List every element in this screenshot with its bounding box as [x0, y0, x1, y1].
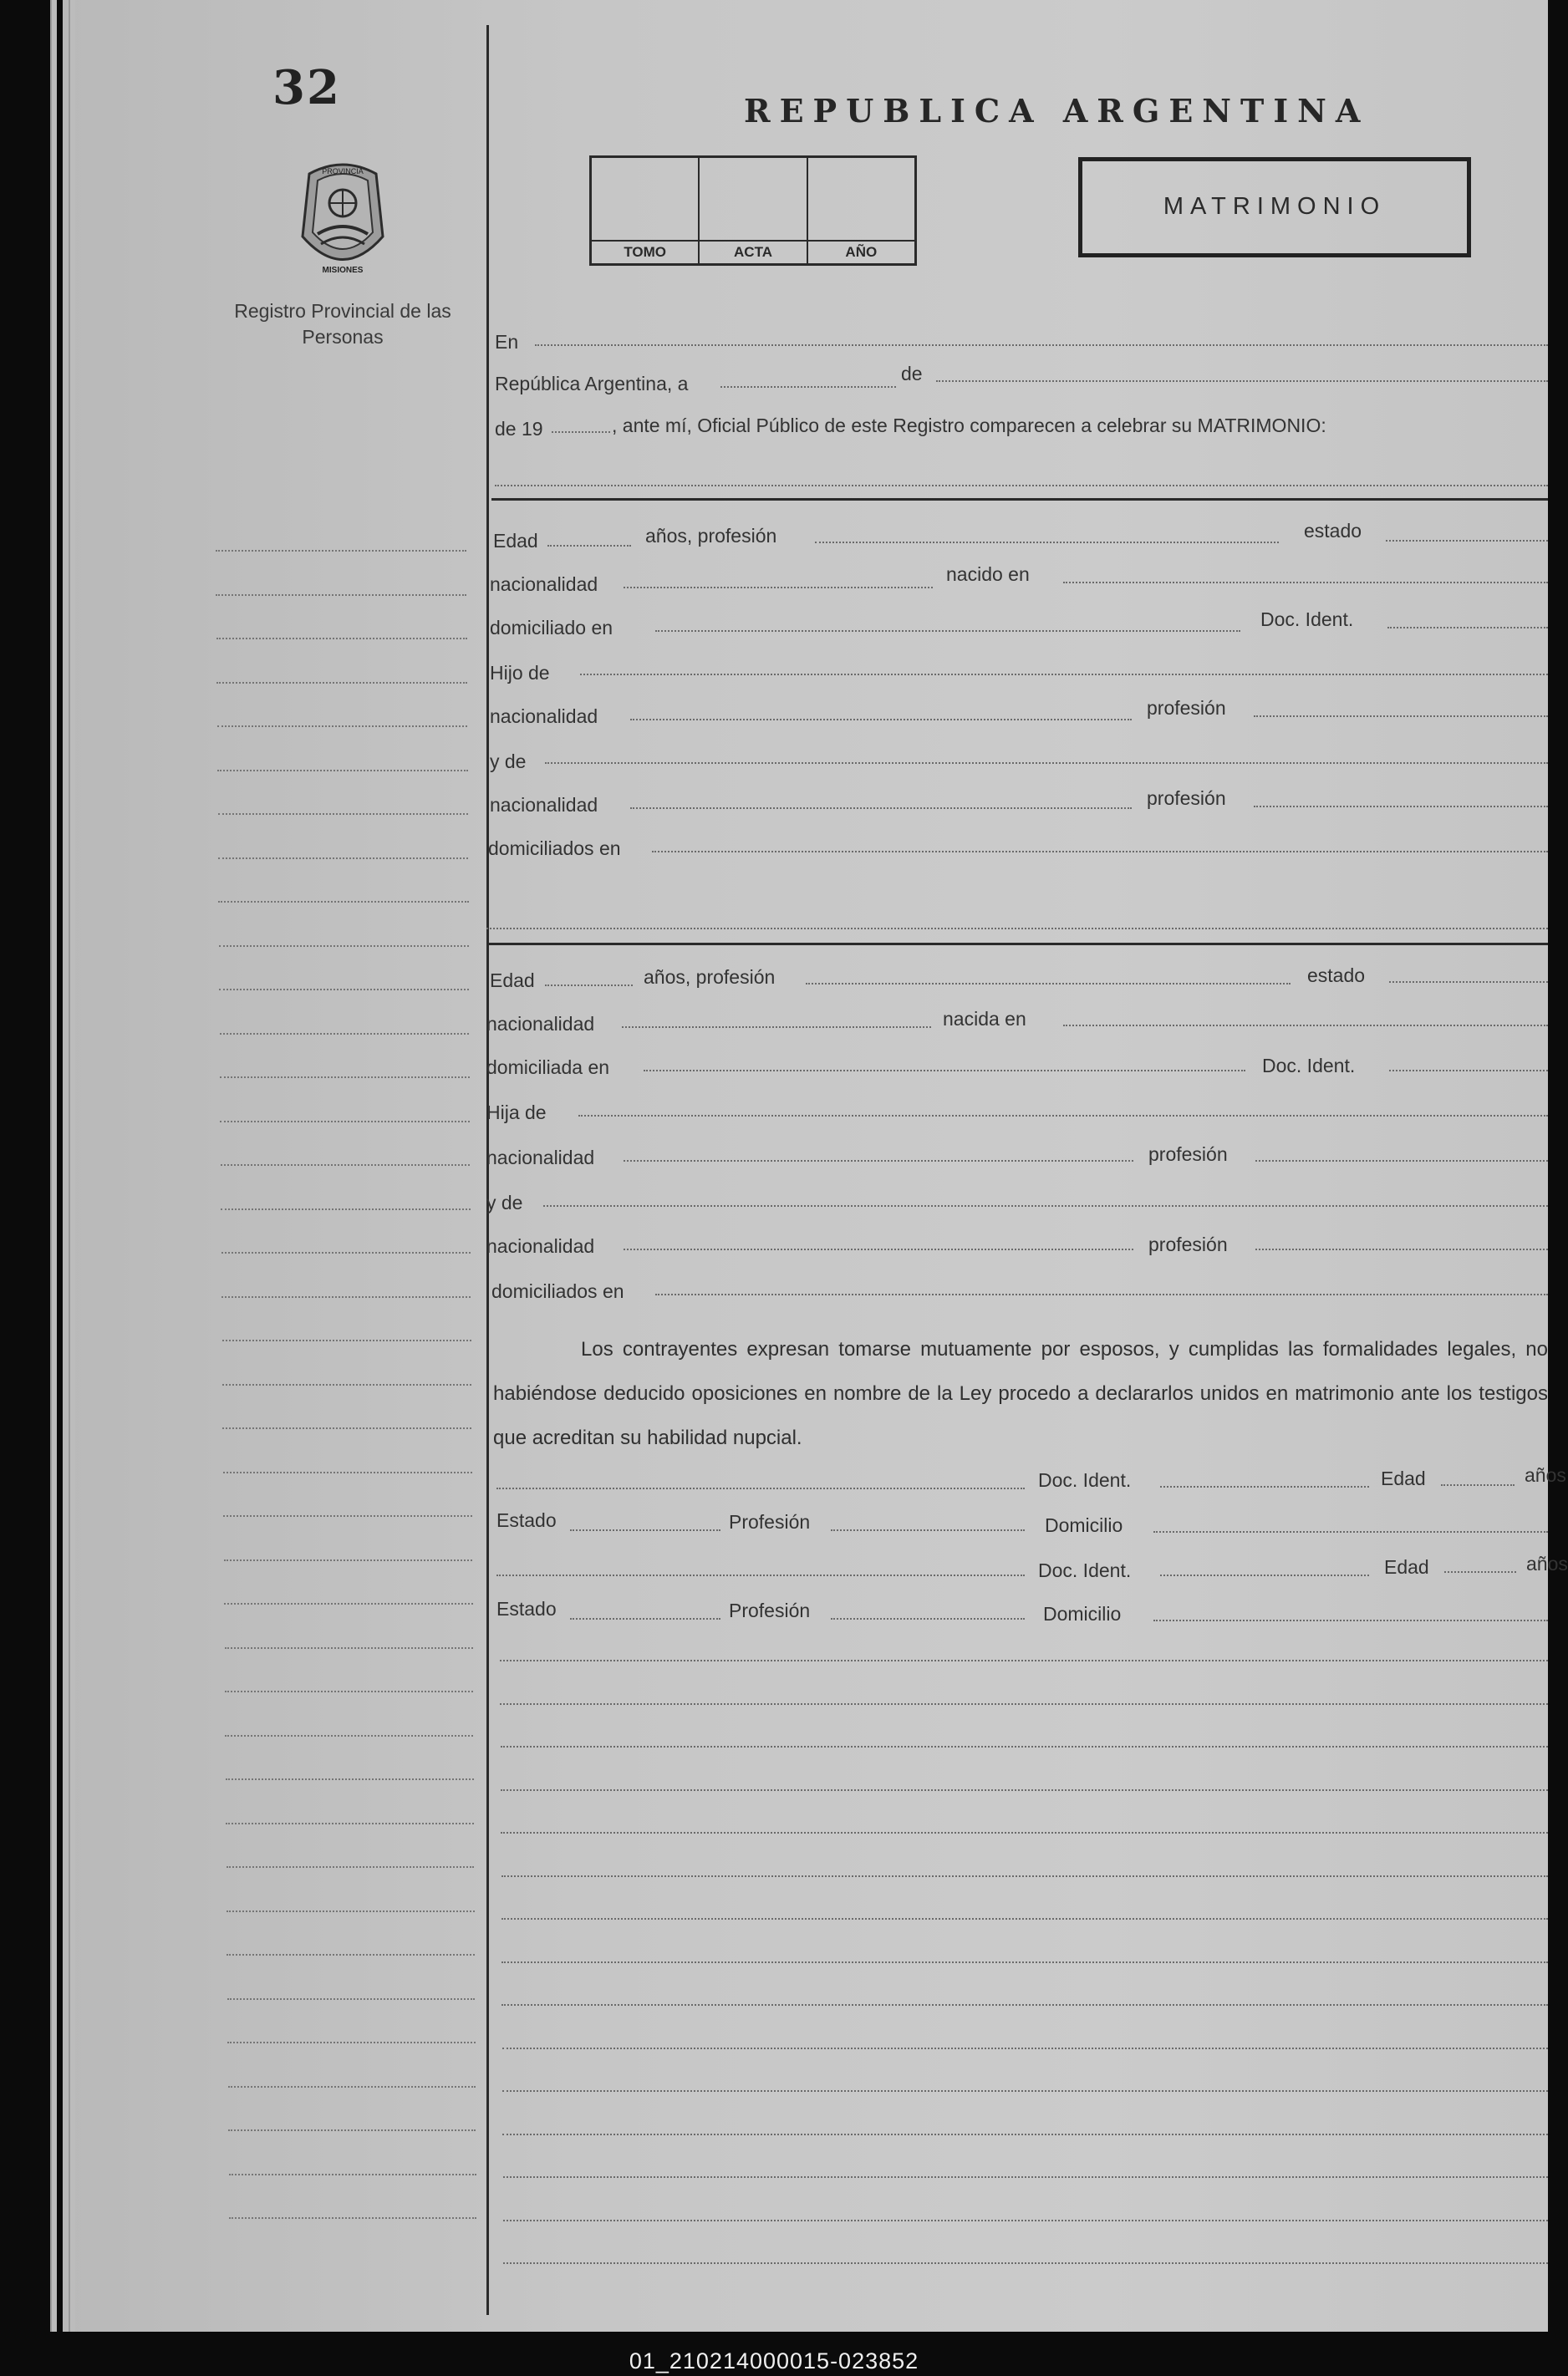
margin-note-line[interactable] [225, 1691, 473, 1692]
groom-mother-prof-field[interactable] [1254, 806, 1548, 807]
groom-doc-field[interactable] [1387, 627, 1548, 628]
witness2-doc-label: Doc. Ident. [1038, 1559, 1132, 1581]
margin-note-line[interactable] [220, 1076, 470, 1078]
margin-note-line[interactable] [227, 1910, 475, 1912]
margin-note-line[interactable] [227, 1954, 475, 1956]
page-number: 32 [272, 60, 341, 115]
witness2-edad-field[interactable] [1444, 1571, 1516, 1573]
groom-father-field[interactable] [580, 674, 1548, 675]
margin-note-line[interactable] [218, 901, 468, 903]
crest-text-top: PROVINCIA [322, 167, 364, 176]
margin-note-line[interactable] [216, 682, 467, 684]
margin-note-line[interactable] [225, 1735, 473, 1737]
margin-note-line[interactable] [224, 1559, 473, 1561]
margin-note-line[interactable] [222, 1340, 471, 1341]
margin-note-line[interactable] [227, 1998, 476, 2000]
groom-nacido-label: nacido en [946, 563, 1030, 585]
bride-nacida-field[interactable] [1063, 1025, 1548, 1026]
bride-nacida-label: nacida en [943, 1008, 1026, 1030]
image-id-caption: 01_210214000015-023852 [629, 2348, 919, 2373]
bride-mother-prof-label: profesión [1148, 1234, 1228, 1255]
groom-edad-label: Edad [493, 530, 538, 552]
witness2-domicilio-field[interactable] [1153, 1620, 1548, 1621]
intro-de-label: de [901, 363, 923, 384]
margin-note-line[interactable] [218, 857, 468, 859]
witness1-name-field[interactable] [496, 1488, 1025, 1489]
bride-hija-label: Hija de [486, 1102, 547, 1123]
margin-note-line[interactable] [221, 1252, 471, 1254]
margin-note-line[interactable] [227, 2042, 475, 2043]
groom-edad-field[interactable] [547, 545, 631, 547]
bride-parents-dom-field[interactable] [655, 1294, 1548, 1295]
tomo-cell[interactable] [592, 158, 700, 263]
bride-profesion-field[interactable] [806, 983, 1291, 984]
groom-mother-field[interactable] [545, 762, 1548, 764]
remarks-line[interactable] [502, 2090, 1548, 2092]
margin-note-line[interactable] [220, 1121, 470, 1122]
groom-yde-label: y de [490, 750, 527, 772]
intro-republica-label: República Argentina, a [495, 373, 689, 394]
declaration-text: Los contrayentes expresan tomarse mutuamente por esposos, y cumplidas las formalidades legales, no habiéndose deducido oposiciones en nombre de la Ley procedo a declararlos unidos en matrimonio ante los testigos que acreditan su habilidad nupcial. [493, 1338, 1548, 1449]
groom-father-nac-label: nacionalidad [490, 705, 598, 727]
groom-mother-prof-label: profesión [1147, 787, 1226, 809]
bride-nacionalidad-field[interactable] [622, 1026, 931, 1028]
bride-edad-field[interactable] [545, 984, 633, 986]
groom-domicilio-field[interactable] [655, 630, 1240, 632]
registry-label: Registro Provincial de las Personas [234, 300, 451, 348]
remarks-line[interactable] [502, 2048, 1548, 2049]
intro-de19-label: de 19 [495, 418, 543, 440]
margin-note-line[interactable] [223, 1515, 472, 1517]
bride-domicilio-label: domiciliada en [486, 1056, 610, 1078]
remarks-line[interactable] [501, 1918, 1548, 1920]
remarks-line[interactable] [502, 2134, 1548, 2135]
groom-father-nac-field[interactable] [630, 719, 1132, 720]
witness2-estado-label: Estado [496, 1598, 557, 1620]
witness1-edad-field[interactable] [1441, 1484, 1515, 1486]
witness1-estado-field[interactable] [570, 1529, 720, 1531]
record-reference-box [589, 155, 917, 266]
witness2-profesion-field[interactable] [831, 1618, 1025, 1620]
margin-note-line[interactable] [216, 550, 466, 552]
remarks-line[interactable] [501, 1746, 1548, 1748]
bride-father-field[interactable] [578, 1115, 1548, 1117]
groom-profesion-field[interactable] [815, 542, 1279, 543]
groom-nacionalidad-field[interactable] [624, 587, 933, 588]
bride-mother-prof-field[interactable] [1255, 1249, 1548, 1250]
margin-note-line[interactable] [227, 1866, 475, 1868]
witness1-profesion-label: Profesión [729, 1511, 811, 1533]
groom-parents-dom-field[interactable] [652, 851, 1548, 852]
margin-note-line[interactable] [222, 1427, 471, 1429]
bride-edad-label: Edad [490, 969, 535, 991]
groom-estado-field[interactable] [1386, 540, 1548, 542]
witness1-estado-label: Estado [496, 1509, 557, 1531]
acta-label: ACTA [700, 240, 806, 263]
margin-rule [486, 25, 489, 2315]
margin-note-line[interactable] [226, 1823, 474, 1824]
margin-note-line[interactable] [219, 989, 469, 990]
remarks-line[interactable] [500, 1703, 1548, 1705]
remarks-line[interactable] [501, 1961, 1548, 1963]
groom-father-prof-field[interactable] [1254, 715, 1548, 717]
bride-father-prof-field[interactable] [1255, 1160, 1548, 1162]
witness1-anos-label: años [1525, 1464, 1566, 1486]
document-type: MATRIMONIO [1163, 193, 1387, 220]
groom-mother-nac-field[interactable] [630, 807, 1132, 809]
margin-note-line[interactable] [217, 725, 468, 727]
witness1-doc-field[interactable] [1160, 1486, 1369, 1488]
bride-estado-label: estado [1307, 964, 1366, 986]
margin-note-line[interactable] [229, 2217, 476, 2219]
country-title: REPUBLICA ARGENTINA [744, 92, 1370, 130]
margin-note-line[interactable] [229, 2174, 476, 2175]
margin-note-line[interactable] [217, 770, 467, 771]
witness2-profesion-label: Profesión [729, 1600, 811, 1621]
tomo-label: TOMO [592, 240, 698, 263]
groom-nacido-field[interactable] [1063, 582, 1548, 583]
intro-ante-text: , ante mí, Oficial Público de este Registro comparecen a celebrar su MATRIMONIO: [612, 415, 1326, 436]
groom-mother-nac-label: nacionalidad [490, 794, 598, 816]
bride-parents-dom-label: domiciliados en [491, 1280, 624, 1302]
intro-en-label: En [495, 331, 519, 353]
ano-label: AÑO [808, 240, 914, 263]
margin-note-line[interactable] [222, 1384, 471, 1386]
bride-father-prof-label: profesión [1148, 1143, 1228, 1165]
witness1-domicilio-label: Domicilio [1045, 1514, 1123, 1536]
margin-note-line[interactable] [220, 1033, 470, 1035]
provincial-crest-icon [293, 157, 393, 282]
bride-father-nac-label: nacionalidad [486, 1147, 595, 1168]
margin-note-line[interactable] [226, 1778, 474, 1780]
bride-doc-label: Doc. Ident. [1262, 1055, 1356, 1076]
witness1-edad-label: Edad [1381, 1468, 1426, 1489]
witness1-domicilio-field[interactable] [1153, 1531, 1548, 1533]
margin-note-line[interactable] [216, 638, 467, 639]
margin-note-line[interactable] [216, 594, 466, 596]
intro-place-field[interactable] [535, 344, 1548, 346]
section-divider [491, 498, 1548, 501]
groom-extra-field[interactable] [486, 928, 1548, 929]
ano-cell[interactable] [808, 158, 914, 263]
crest-text-bottom: MISIONES [322, 266, 364, 275]
groom-nacionalidad-label: nacionalidad [490, 573, 598, 595]
remarks-line[interactable] [501, 1789, 1548, 1791]
remarks-line[interactable] [501, 2004, 1548, 2006]
witness2-doc-field[interactable] [1160, 1575, 1369, 1576]
bride-nacionalidad-label: nacionalidad [486, 1013, 595, 1035]
page-edge [69, 0, 75, 2332]
witness1-profesion-field[interactable] [831, 1529, 1025, 1531]
margin-note-line[interactable] [225, 1647, 473, 1649]
section-divider [486, 943, 1548, 945]
document-type-box [1078, 157, 1471, 257]
remarks-line[interactable] [501, 1832, 1548, 1834]
bride-profesion-label: años, profesión [644, 966, 776, 988]
witness2-estado-field[interactable] [570, 1618, 720, 1620]
margin-note-line[interactable] [221, 1296, 471, 1298]
margin-note-line[interactable] [218, 813, 468, 815]
groom-father-prof-label: profesión [1147, 697, 1226, 719]
groom-domicilio-label: domiciliado en [490, 617, 613, 639]
acta-cell[interactable] [700, 158, 807, 263]
remarks-line[interactable] [503, 2262, 1548, 2264]
bride-doc-field[interactable] [1389, 1070, 1548, 1071]
groom-hijo-label: Hijo de [490, 662, 550, 684]
groom-parents-dom-label: domiciliados en [488, 837, 621, 859]
bride-domicilio-field[interactable] [644, 1070, 1245, 1071]
groom-estado-label: estado [1304, 520, 1362, 542]
witness2-name-field[interactable] [496, 1575, 1025, 1576]
intro-month-field[interactable] [936, 380, 1548, 382]
page-edge [50, 0, 57, 2332]
groom-profesion-label: años, profesión [645, 525, 777, 547]
intro-year-field[interactable] [552, 431, 610, 433]
margin-note-line[interactable] [221, 1208, 470, 1210]
witness1-doc-label: Doc. Ident. [1038, 1469, 1132, 1491]
groom-doc-label: Doc. Ident. [1260, 608, 1354, 630]
bride-yde-label: y de [486, 1192, 523, 1213]
margin-note-line[interactable] [228, 2129, 476, 2131]
bride-mother-nac-label: nacionalidad [486, 1235, 595, 1257]
bride-father-nac-field[interactable] [624, 1160, 1133, 1162]
intro-day-field[interactable] [720, 386, 896, 388]
bride-mother-nac-field[interactable] [624, 1249, 1133, 1250]
remarks-line[interactable] [501, 1875, 1548, 1877]
witness2-edad-label: Edad [1384, 1556, 1429, 1578]
margin-note-line[interactable] [224, 1603, 472, 1605]
remarks-line[interactable] [503, 2176, 1548, 2178]
margin-note-line[interactable] [228, 2086, 476, 2088]
witness2-domicilio-label: Domicilio [1043, 1603, 1122, 1625]
margin-note-line[interactable] [221, 1164, 471, 1166]
bride-mother-field[interactable] [543, 1205, 1548, 1207]
remarks-line[interactable] [503, 2220, 1548, 2221]
margin-note-line[interactable] [219, 945, 469, 947]
intro-extra-field[interactable] [495, 485, 1548, 486]
bride-estado-field[interactable] [1389, 981, 1548, 983]
witness2-anos-label: años [1526, 1553, 1568, 1575]
remarks-line[interactable] [500, 1660, 1548, 1661]
margin-note-line[interactable] [223, 1472, 472, 1473]
